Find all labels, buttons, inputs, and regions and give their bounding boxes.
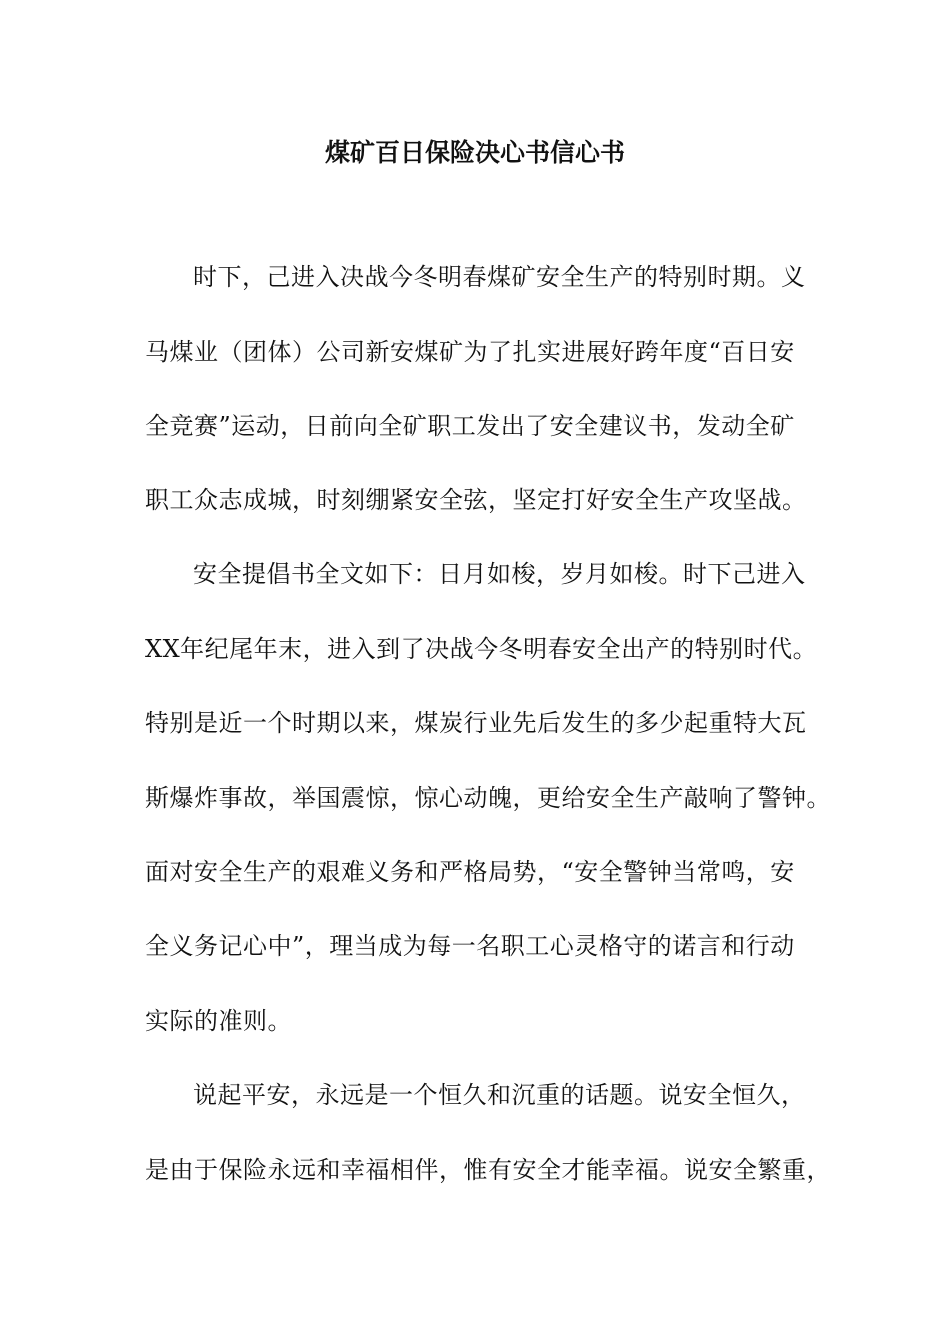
paragraph-2-line-5: 面对安全生产的艰难义务和严格局势，“安全警钟当常鸣，安 xyxy=(145,858,795,886)
paragraph-3-line-2: 是由于保险永远和幸福相伴，惟有安全才能幸福。说安全繁重， xyxy=(145,1156,831,1184)
paragraph-1-line-2: 马煤业（团体）公司新安煤矿为了扎实进展好跨年度“百日安 xyxy=(145,338,795,366)
paragraph-2-line-3: 特别是近一个时期以来，煤炭行业先后发生的多少起重特大瓦 xyxy=(145,709,807,737)
paragraph-1-line-3: 全竞赛”运动，日前向全矿职工发出了安全建议书，发动全矿 xyxy=(145,412,795,440)
paragraph-3-line-1: 说起平安，永远是一个恒久和沉重的话题。说安全恒久， xyxy=(193,1081,806,1109)
document-title: 煤矿百日保险决心书信心书 xyxy=(324,138,625,167)
paragraph-2-line-4: 斯爆炸事故，举国震惊，惊心动魄，更给安全生产敲响了警钟。 xyxy=(145,784,831,812)
paragraph-1-line-4: 职工众志成城，时刻绷紧安全弦，坚定打好安全生产攻坚战。 xyxy=(145,486,807,514)
paragraph-2-line-1: 安全提倡书全文如下：日月如梭，岁月如梭。时下己进入 xyxy=(193,560,806,588)
paragraph-1-line-1: 时下，己进入决战今冬明春煤矿安全生产的特别时期。义 xyxy=(193,263,806,291)
paragraph-2-line-2: XX年纪尾年末，进入到了决战今冬明春安全出产的特别时代。 xyxy=(145,635,818,663)
paragraph-2-line-7: 实际的准则。 xyxy=(145,1007,292,1035)
paragraph-2-line-6: 全义务记心中”，理当成为每一名职工心灵格守的诺言和行动 xyxy=(145,932,795,960)
